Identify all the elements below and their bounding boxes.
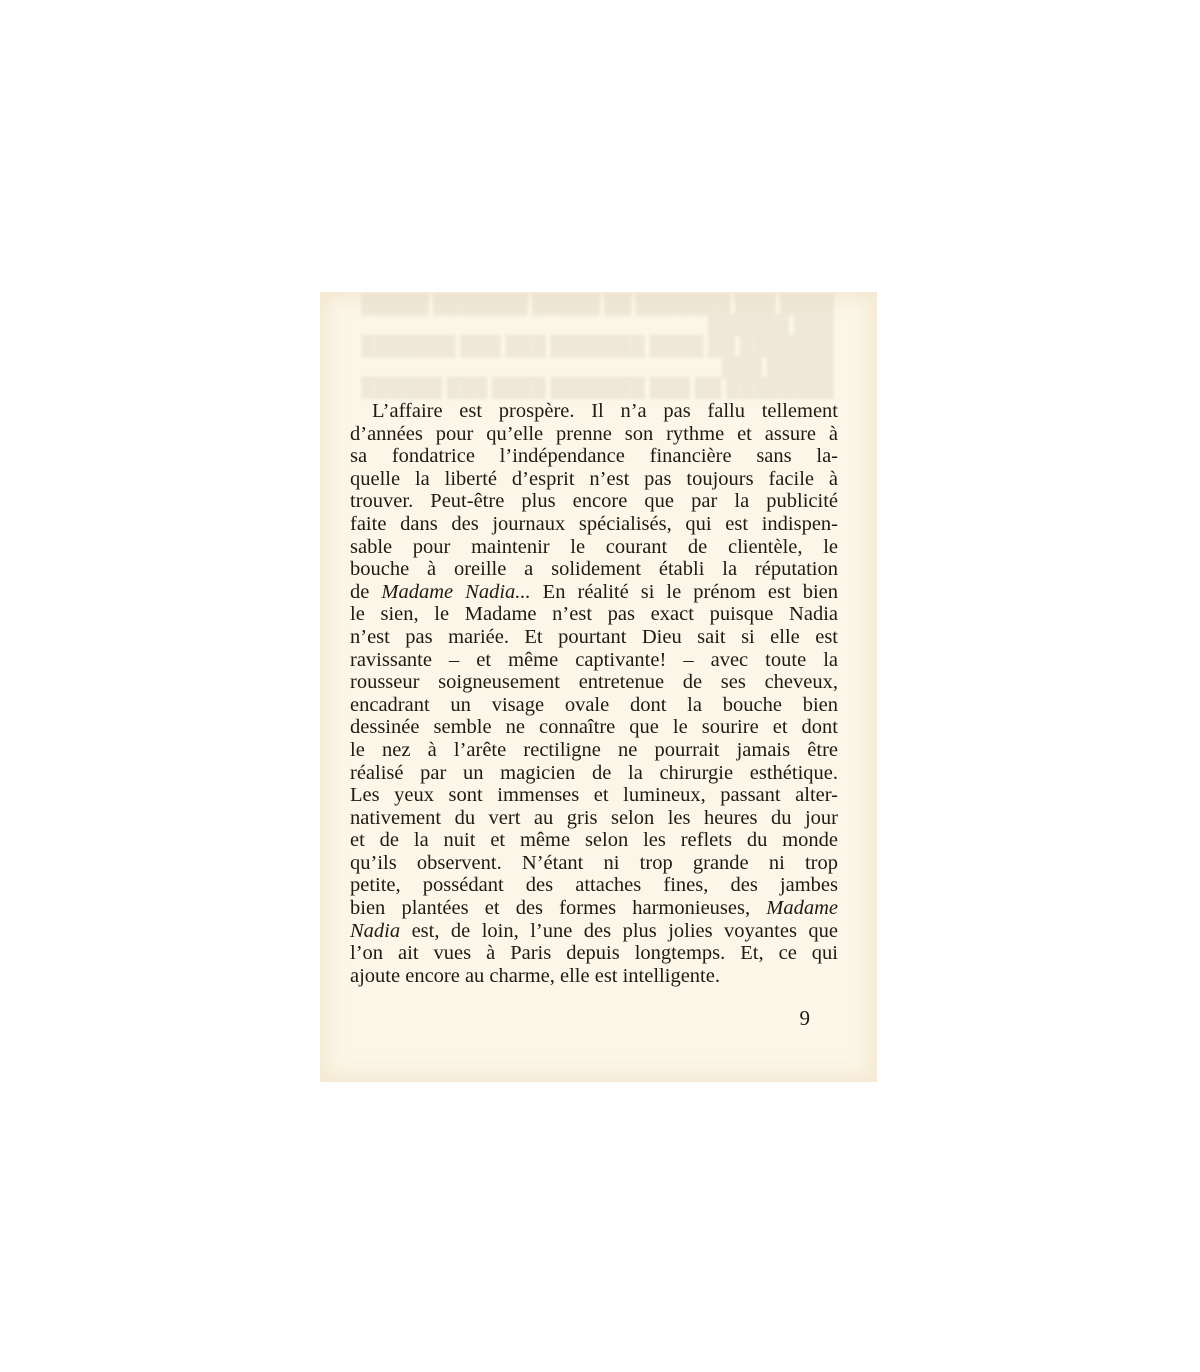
text-line: ajoute encore au charme, elle est intelligente. <box>350 964 720 987</box>
text-line: Les yeux sont immenses et lumineux, passant alter- <box>350 784 838 807</box>
italic-name: Madame <box>766 897 838 920</box>
text-line: n’est pas mariée. Et pourtant Dieu sait si elle est <box>350 625 838 648</box>
text-line: et de la nuit et même selon les reflets du monde <box>350 829 838 852</box>
text-line: bouche à oreille a solidement établi la réputation <box>350 558 838 581</box>
text-line: rousseur soigneusement entretenue de ses cheveux, <box>350 671 838 694</box>
text-line: quelle la liberté d’esprit n’est pas toujours facile à <box>350 467 838 490</box>
text-line: ravissante – et même captivante! – avec toute la <box>350 648 838 671</box>
text-line: nativement du vert au gris selon les heures du jour <box>350 806 838 829</box>
body-paragraph <box>350 400 838 987</box>
text-line: le sien, le Madame n’est pas exact puisque Nadia <box>350 603 838 626</box>
text-line: bien plantées et des formes harmonieuses, Madame <box>350 897 838 920</box>
italic-name: Nadia <box>350 919 401 942</box>
text-line: trouver. Peut-être plus encore que par la publicité <box>350 490 838 513</box>
text-line: encadrant un visage ovale dont la bouche bien <box>350 693 838 716</box>
text-line: l’on ait vues à Paris depuis longtemps. Et, ce qui <box>350 942 838 965</box>
text-line: d’années pour qu’elle prenne son rythme et assure à <box>350 422 838 445</box>
text-line: L’affaire est prospère. Il n’a pas fallu tellement <box>372 400 838 422</box>
text-line: réalisé par un magicien de la chirurgie esthétique. <box>350 761 838 784</box>
text-line: de Madame Nadia... En réalité si le prénom est bien <box>350 580 839 603</box>
text-line: sa fondatrice l’indépendance financière sans la- <box>350 445 838 468</box>
text-line: qu’ils observent. N’étant ni trop grande ni trop <box>350 851 838 874</box>
text-line: le nez à l’arête rectiligne ne pourrait jamais être <box>350 738 838 761</box>
text-line: sable pour maintenir le courant de clientèle, le <box>350 535 838 558</box>
text-line: petite, possédant des attaches fines, des jambes <box>350 874 838 897</box>
show-through-texture: ████ ███ ███████ ██ █████ ███████ █████ ███ ██████ ███████ ██ ████ ███████ ███ ███ ███████ █████ ███ ████████ ██ ███ ███████ ████ ███ ██████ <box>361 294 834 399</box>
text-line: faite dans des journaux spécialisés, qui est indispen- <box>350 512 838 535</box>
text-line: Nadia est, de loin, l’une des plus jolies voyantes que <box>350 919 838 942</box>
italic-name: Madame Nadia... <box>381 580 531 603</box>
book-page <box>320 292 877 1082</box>
page-number: 9 <box>799 1006 810 1030</box>
text-line: dessinée semble ne connaître que le sourire et dont <box>350 716 838 739</box>
